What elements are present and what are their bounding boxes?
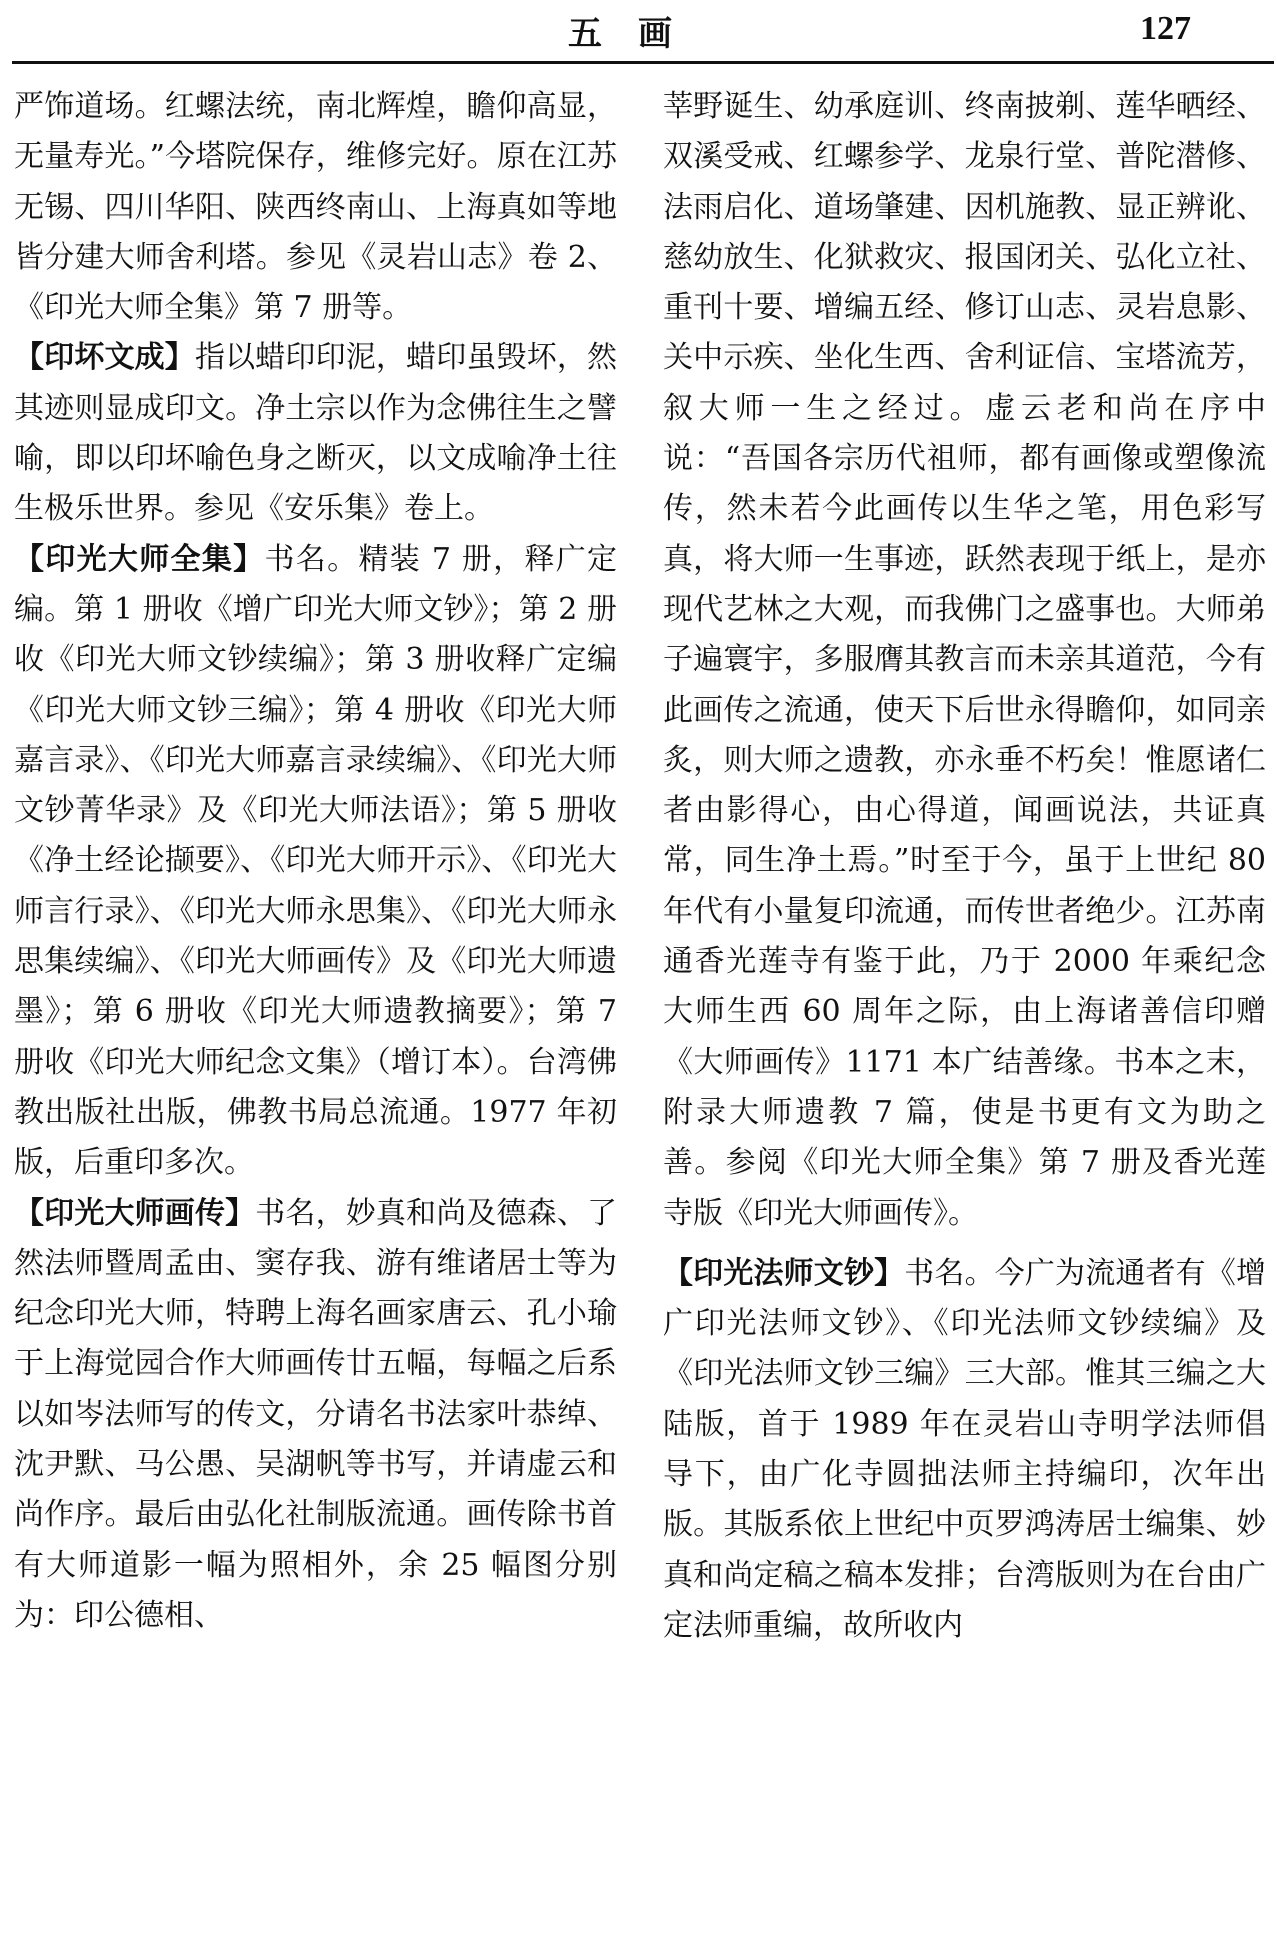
entry-text: 指以蜡印印泥，蜡印虽毁坏，然其迹则显成印文。净土宗以作为念佛往生之譬喻，即以印坏喻色身之断灭，以文成喻净土往生极乐世界。参见《安乐集》卷上。	[14, 340, 618, 527]
entry-headword: 【印光大师全集】	[14, 541, 265, 577]
right-column	[663, 82, 1266, 1651]
page-number: 127	[1140, 10, 1191, 47]
entry-yinhuai-wencheng	[14, 333, 617, 534]
entry-headword: 【印光法师文钞】	[663, 1255, 905, 1291]
entry-yinguang-wenchao	[663, 1249, 1266, 1651]
entry-yinguang-huazhuan	[14, 1189, 617, 1642]
entry-text: 书名。精装 7 册，释广定编。第 1 册收《增广印光大师文钞》；第 2 册收《印光大师文钞续编》；第 3 册收释广定编《印光大师文钞三编》；第 4 册收《印光大师嘉言录》、《印光大师嘉言录续编》、《印光大师文钞菁华录》及《印光大师法语》；第 5 册收《净土经论撷要》、《印光大师开示》、《印光大师言行录》、《印光大师永思集》、《印光大师永思集续编》、《印光大师画传》及《印光大师遗墨》；第 6 册收《印光大师遗教摘要》；第 7 册收《印光大师纪念文集》（增订本）。台湾佛教出版社出版，佛教书局总流通。1977 年初版，后重印多次。	[14, 541, 618, 1181]
page-header	[0, 0, 1277, 60]
section-title: 五画	[568, 14, 708, 54]
entry-text: 书名，妙真和尚及德森、了然法师暨周孟由、窦存我、游有维诸居士等为纪念印光大师，特聘上海名画家唐云、孔小瑜于上海觉园合作大师画传廿五幅，每幅之后系以如岑法师写的传文，分请名书法家叶恭绰、沈尹默、马公愚、吴湖帆等书写，并请虚云和尚作序。最后由弘化社制版流通。画传除书首有大师道影一幅为照相外，余 25 幅图分别为：印公德相、	[14, 1195, 618, 1633]
header-rule	[12, 61, 1274, 64]
entry-headword: 【印坏文成】	[14, 340, 195, 376]
entry-yinguang-quanji	[14, 535, 617, 1189]
continued-paragraph: 莘野诞生、幼承庭训、终南披剃、莲华晒经、双溪受戒、红螺参学、龙泉行堂、普陀潜修、法雨启化、道场肇建、因机施教、显正辨讹、慈幼放生、化狱救灾、报国闭关、弘化立社、重刊十要、增编五经、修订山志、灵岩息影、关中示疾、坐化生西、舍利证信、宝塔流芳，叙大师一生之经过。虚云老和尚在序中说：“吾国各宗历代祖师，都有画像或塑像流传，然未若今此画传以生华之笔，用色彩写真，将大师一生事迹，跃然表现于纸上，是亦现代艺林之大观，而我佛门之盛事也。大师弟子遍寰宇，多服膺其教言而未亲其道范，今有此画传之流通，使天下后世永得瞻仰，如同亲炙，则大师之遗教，亦永垂不朽矣！惟愿诸仁者由影得心，由心得道，闻画说法，共证真常，同生净土焉。”时至于今，虽于上世纪 80 年代有小量复印流通，而传世者绝少。江苏南通香光莲寺有鉴于此，乃于 2000 年乘纪念大师生西 60 周年之际，由上海诸善信印赠《大师画传》1171 本广结善缘。书本之末，附录大师遗教 7 篇，使是书更有文为助之善。参阅《印光大师全集》第 7 册及香光莲寺版《印光大师画传》。	[663, 89, 1266, 1231]
entry-text: 书名。今广为流通者有《增广印光法师文钞》、《印光法师文钞续编》及《印光法师文钞三编》三大部。惟其三编之大陆版，首于 1989 年在灵岩山寺明学法师倡导下，由广化寺圆拙法师主持编印，次年出版。其版系依上世纪中页罗鸿涛居士编集、妙真和尚定稿之稿本发排；台湾版则为在台由广定法师重编，故所收内	[663, 1255, 1267, 1643]
continued-paragraph: 严饰道场。红螺法统，南北辉煌，瞻仰高显，无量寿光。”今塔院保存，维修完好。原在江苏无锡、四川华阳、陕西终南山、上海真如等地皆分建大师舍利塔。参见《灵岩山志》卷 2、《印光大师全集》第 7 册等。	[14, 89, 617, 326]
left-column	[14, 82, 617, 1641]
entry-headword: 【印光大师画传】	[14, 1195, 256, 1231]
